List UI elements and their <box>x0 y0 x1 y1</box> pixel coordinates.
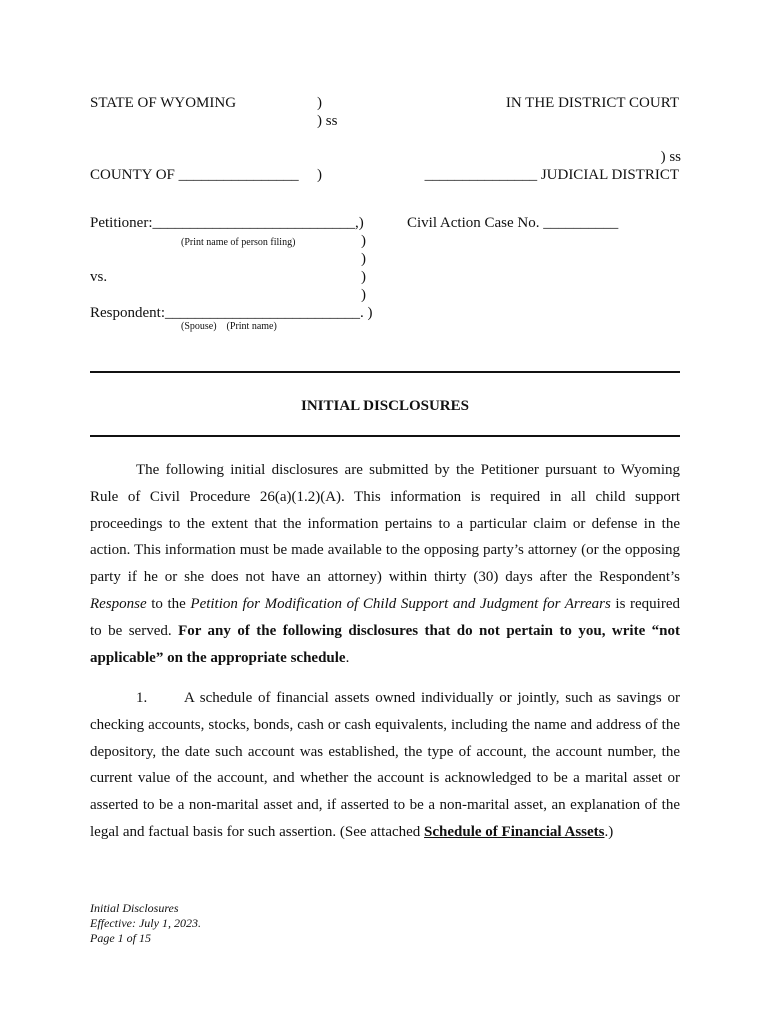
item-text: A schedule of financial assets owned individually or jointly, such as savings or checking accounts, stocks, bonds, cash or cash equivalents, including the name and address of the depository, the date such account was established, the type of account, the account number, the current value of the account, and whether the account is acknowledged to be a marital asset or asserted to be a non-marital asset and, if asserted to be a non-marital asset, an explanation of the legal and factual basis for such assertion. (See attached <box>90 690 680 840</box>
schedule-link[interactable]: Schedule of Financial Assets <box>424 823 605 840</box>
intro-italic-petition: Petition for Modification of Child Support and Judgment for Arrears <box>190 595 611 612</box>
intro-text: to the <box>146 595 191 612</box>
caption-paren: ) <box>317 95 322 111</box>
respondent-note: (Spouse) (Print name) <box>181 321 277 332</box>
title-rule-bottom <box>90 435 680 437</box>
caption-paren: ) <box>361 287 366 303</box>
state-label: STATE OF WYOMING <box>90 95 237 111</box>
page-footer <box>90 901 201 946</box>
document-title: INITIAL DISCLOSURES <box>301 398 469 414</box>
caption-paren: ) <box>317 167 322 183</box>
caption-paren: ) <box>361 233 366 249</box>
item-text-end: .) <box>604 823 614 840</box>
respondent-field: Respondent:__________________________. ) <box>90 305 373 321</box>
caption-ss-right: ) ss <box>660 149 681 165</box>
intro-italic-response: Response <box>90 595 147 612</box>
intro-text: The following initial disclosures are submitted by the Petitioner pursuant to Wyoming Rule of Civil Procedure 26(a)(1.2)(A). This information is required in all child support proceedings to the extent that the information pertains to a particular claim or defense in the action. This information must be made available to the opposing party’s attorney (or the opposing party if he or she does not have an attorney) within thirty (30) days after the Respondent’s <box>90 462 680 586</box>
intro-bold-instruction: For any of the following disclosures that do not pertain to you, write “not applicable” on the appropriate schedule <box>90 622 680 666</box>
caption-ss: ) ss <box>317 113 338 129</box>
disclosure-item-1 <box>90 685 680 846</box>
title-rule-top <box>90 371 680 373</box>
footer-page-number: Page 1 of 15 <box>90 931 151 945</box>
intro-text: is required to be served. <box>90 595 680 639</box>
petitioner-field: Petitioner:___________________________,) <box>90 215 364 231</box>
case-number-field: Civil Action Case No. __________ <box>407 215 619 231</box>
county-field: COUNTY OF ________________ <box>90 167 299 183</box>
judicial-district-field: _______________ JUDICIAL DISTRICT <box>424 167 679 183</box>
petitioner-note: (Print name of person filing) <box>181 237 296 248</box>
caption-paren: ) <box>361 269 366 285</box>
intro-paragraph <box>90 457 680 671</box>
intro-text: . <box>345 649 350 666</box>
vs-label: vs. <box>90 269 108 285</box>
caption-paren: ) <box>361 251 366 267</box>
footer-title: Initial Disclosures <box>90 901 179 915</box>
court-label: IN THE DISTRICT COURT <box>505 95 679 111</box>
footer-effective-date: Effective: July 1, 2023. <box>90 916 201 930</box>
item-number: 1. <box>136 690 148 706</box>
